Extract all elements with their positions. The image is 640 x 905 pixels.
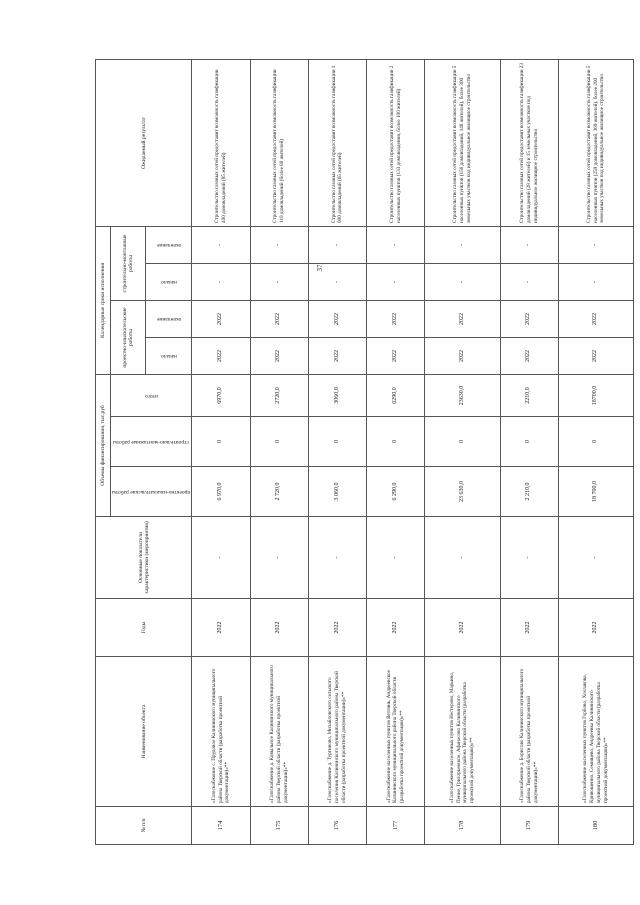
cell-design-start: 2022: [425, 337, 500, 374]
cell-indicators: -: [250, 517, 308, 599]
cell-funding-total: 6290,0: [367, 374, 425, 416]
table-row: [250, 59, 308, 844]
cell-funding-design: 6 970,0: [192, 467, 250, 517]
cell-object-name: «Газоснабжение д. Борисово Калининского муниципального района Тверской области (разработка проектной документации)»**: [500, 657, 558, 807]
cell-funding-total: 3060,0: [308, 374, 366, 416]
cell-design-end: 2022: [500, 300, 558, 337]
cell-years: 2022: [500, 599, 558, 657]
table-row: [367, 59, 425, 844]
cell-years: 2022: [367, 599, 425, 657]
cell-indicators: -: [308, 517, 366, 599]
cell-design-start: 2022: [192, 337, 250, 374]
page-number: 37: [316, 264, 324, 272]
cell-design-end: 2022: [425, 300, 500, 337]
cell-construction-end: -: [558, 226, 633, 263]
cell-years: 2022: [425, 599, 500, 657]
header-num: № п/п: [96, 807, 192, 845]
cell-construction-end: -: [367, 226, 425, 263]
cell-indicators: -: [192, 517, 250, 599]
header-funding-design: проектно-изыскательские работы: [111, 467, 192, 517]
cell-funding-design: 2 720,0: [250, 467, 308, 517]
cell-object-name: «Газоснабжение населенных пунктов Горбово, Хохлакова, Кривошеино, Семишево, Андреевка Калининского муниципального района Тверской области (разработка проектной документации)»**: [558, 657, 633, 807]
cell-row-number: 175: [250, 807, 308, 845]
table-row: [192, 59, 250, 844]
cell-expected-result: Строительство газовых сетей предоставит возможность газификации 110 домовладений (более 80 жителей): [250, 59, 308, 226]
cell-indicators: -: [367, 517, 425, 599]
header-construction-start: начало: [146, 263, 192, 300]
header-indicators: Основные показатели характеристики (мероприятия): [96, 517, 192, 599]
cell-object-name: «Газоснабжение населенных пунктов Ветлянь, Андреевское Калининского муниципального района Тверской области (разработка проектной документации)»**: [367, 657, 425, 807]
header-construction-end: окончание: [146, 226, 192, 263]
cell-construction-end: -: [308, 226, 366, 263]
table-row: [558, 59, 633, 844]
cell-construction-start: -: [192, 263, 250, 300]
cell-expected-result: Строительство газовых сетей предоставит возможность газификации 5 населенных пунктов (156 домовладений, 148 жителей), более 300 земельных участков под индивидуальное жилищное строительство: [425, 59, 500, 226]
cell-years: 2022: [250, 599, 308, 657]
table-row: [500, 59, 558, 844]
cell-funding-total: 2210,0: [500, 374, 558, 416]
table-body: [192, 59, 634, 844]
header-years: Годы: [96, 599, 192, 657]
cell-funding-construction: 0: [367, 417, 425, 467]
header-result: Ожидаемый результат: [96, 59, 192, 226]
cell-row-number: 180: [558, 807, 633, 845]
cell-object-name: «Газоснабжение д. Ковыльное Калининского муниципального района Тверской области (разработка проектной документации)»**: [250, 657, 308, 807]
cell-row-number: 179: [500, 807, 558, 845]
cell-construction-end: -: [500, 226, 558, 263]
header-funding-total: итого: [111, 374, 192, 416]
cell-construction-start: -: [425, 263, 500, 300]
cell-funding-construction: 0: [425, 417, 500, 467]
cell-indicators: -: [425, 517, 500, 599]
cell-design-start: 2022: [308, 337, 366, 374]
cell-construction-start: -: [367, 263, 425, 300]
cell-design-start: 2022: [367, 337, 425, 374]
cell-design-start: 2022: [250, 337, 308, 374]
cell-funding-construction: 0: [192, 417, 250, 467]
cell-funding-total: 18700,0: [558, 374, 633, 416]
cell-years: 2022: [192, 599, 250, 657]
cell-expected-result: Строительство газовых сетей предоставит возможность газификации 1 000 домовладений (65 жителей): [308, 59, 366, 226]
cell-expected-result: Строительство газовых сетей предоставит возможность газификации 400 домовладений (85 жителей): [192, 59, 250, 226]
cell-indicators: -: [500, 517, 558, 599]
cell-design-end: 2022: [308, 300, 366, 337]
header-deadlines-design: проектно-изыскательские работы: [111, 300, 146, 374]
cell-design-start: 2022: [558, 337, 633, 374]
cell-funding-design: 18 700,0: [558, 467, 633, 517]
cell-expected-result: Строительство газовых сетей предоставит возможность газификации 23 домовладений (28 жителей) и 15 земельных участков под индивидуальное жилищное строительство: [500, 59, 558, 226]
table-row: [308, 59, 366, 844]
rotated-table-wrapper: [95, 60, 609, 845]
cell-design-end: 2022: [367, 300, 425, 337]
cell-row-number: 178: [425, 807, 500, 845]
header-funding: Объемы финансирования, тыс.руб: [96, 374, 111, 516]
cell-funding-total: 2720,0: [250, 374, 308, 416]
cell-design-end: 2022: [250, 300, 308, 337]
cell-construction-end: -: [192, 226, 250, 263]
header-name: Наименование объекта: [96, 657, 192, 807]
cell-years: 2022: [558, 599, 633, 657]
cell-row-number: 177: [367, 807, 425, 845]
header-design-end: окончание: [146, 300, 192, 337]
cell-row-number: 174: [192, 807, 250, 845]
cell-construction-start: -: [250, 263, 308, 300]
header-funding-construction: строительно-монтажные работы: [111, 417, 192, 467]
cell-construction-start: -: [558, 263, 633, 300]
cell-construction-start: -: [500, 263, 558, 300]
cell-funding-construction: 0: [500, 417, 558, 467]
cell-funding-design: 2 210,0: [500, 467, 558, 517]
cell-design-end: 2022: [192, 300, 250, 337]
cell-construction-start: -: [308, 263, 366, 300]
cell-funding-construction: 0: [558, 417, 633, 467]
cell-expected-result: Строительство газовых сетей предоставит возможность газификации 5 населенных пунктов (259 домовладений, 369 жителей), более 200 земельных участков под индивидуальное жилищное строительство: [558, 59, 633, 226]
cell-row-number: 176: [308, 807, 366, 845]
cell-funding-total: 23630,0: [425, 374, 500, 416]
cell-object-name: «Газоснабжение д. Тургиново, Михайловского сельского поселения Калининского муниципального района Тверской области (разработка проектной документации)»**: [308, 657, 366, 807]
cell-indicators: -: [558, 517, 633, 599]
header-deadlines: Календарные сроки исполнения: [96, 226, 111, 374]
cell-construction-end: -: [425, 226, 500, 263]
cell-years: 2022: [308, 599, 366, 657]
cell-funding-design: 6 290,0: [367, 467, 425, 517]
cell-funding-construction: 0: [250, 417, 308, 467]
cell-design-end: 2022: [558, 300, 633, 337]
cell-funding-design: 3 060,0: [308, 467, 366, 517]
cell-object-name: «Газоснабжение населенных пунктов Нестерово, Марьино, Пение, Григорьевское, Афанасово Калининского муниципального района Тверской области (разработка проектной документации)»**: [425, 657, 500, 807]
cell-funding-construction: 0: [308, 417, 366, 467]
program-table: [95, 59, 634, 845]
cell-design-start: 2022: [500, 337, 558, 374]
table-row: [425, 59, 500, 844]
header-design-start: начало: [146, 337, 192, 374]
cell-funding-total: 6970,0: [192, 374, 250, 416]
header-deadlines-construction: строительно-монтажные работы: [111, 226, 146, 300]
cell-funding-design: 23 630,0: [425, 467, 500, 517]
cell-object-name: «Газоснабжение с. Прудовое Калининского муниципального района Тверской области (разработка проектной документации)»**: [192, 657, 250, 807]
cell-construction-end: -: [250, 226, 308, 263]
cell-expected-result: Строительство газовых сетей предоставит возможность газификации 2 населенных пунктов (133 домовладения, более 100 жителей): [367, 59, 425, 226]
